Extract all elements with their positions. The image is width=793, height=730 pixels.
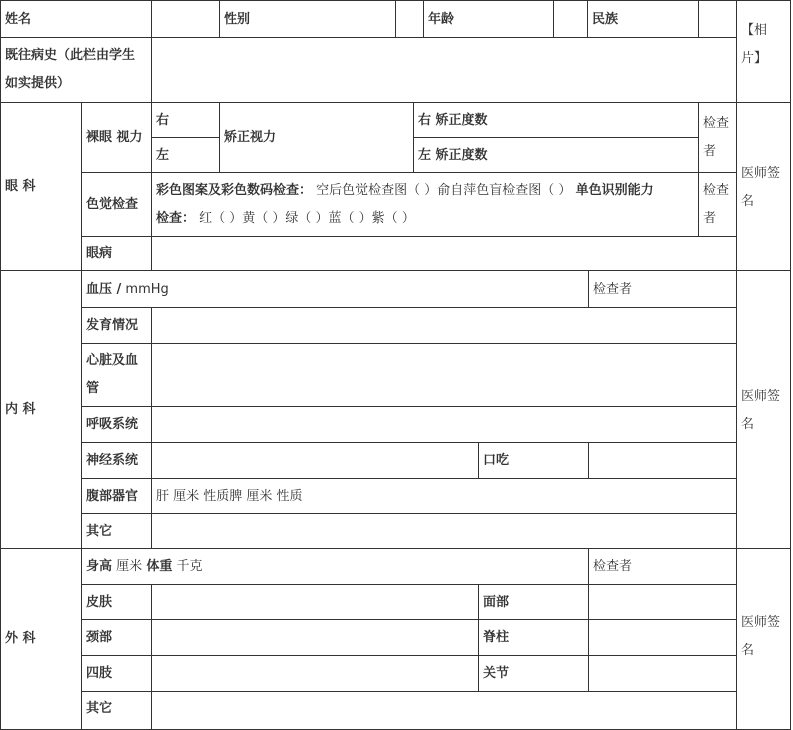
skin-field[interactable] [152, 585, 479, 620]
color-vision-label: 色觉检查 [82, 173, 152, 237]
naked-vision-label: 裸眼 视力 [82, 103, 152, 173]
stutter-field[interactable] [589, 443, 737, 479]
blood-pressure-label: 血压 / [86, 282, 122, 297]
color-test-single-title: 单色识别能力 [575, 183, 654, 198]
right-corrected-degree: 右 矫正度数 [414, 103, 699, 138]
eye-doctor-signature: 医师签名 [737, 103, 791, 271]
neck-field[interactable] [152, 620, 479, 656]
internal-doctor-signature: 医师签名 [737, 271, 791, 549]
age-field[interactable] [554, 0, 588, 38]
neck-label: 颈部 [82, 620, 152, 656]
left-corrected-degree: 左 矫正度数 [414, 138, 699, 173]
weight-label: 体重 [146, 559, 173, 574]
surgery-other-field[interactable] [152, 692, 737, 730]
history-field[interactable] [152, 38, 737, 103]
respiratory-field[interactable] [152, 407, 737, 443]
development-label: 发育情况 [82, 308, 152, 344]
internal-section-label: 内 科 [0, 271, 82, 549]
joints-label: 关节 [479, 656, 589, 692]
internal-examiner: 检查者 [589, 271, 737, 308]
limbs-field[interactable] [152, 656, 479, 692]
blood-pressure-row [82, 271, 589, 308]
height-weight-row [82, 549, 589, 585]
skin-label: 皮肤 [82, 585, 152, 620]
blood-pressure-unit: mmHg [125, 282, 169, 297]
gender-field[interactable] [396, 0, 424, 38]
color-test-line1-title: 彩色图案及彩色数码检查： [156, 183, 313, 198]
spine-label: 脊柱 [479, 620, 589, 656]
color-test-line2-title: 检查： [156, 211, 196, 226]
respiratory-label: 呼吸系统 [82, 407, 152, 443]
eye-disease-label: 眼病 [82, 237, 152, 271]
ethnicity-field[interactable] [699, 0, 737, 38]
cardio-field[interactable] [152, 344, 737, 407]
age-label: 年龄 [424, 0, 554, 38]
nervous-field[interactable] [152, 443, 479, 479]
color-test-line1-text: 空后色觉检查图（ ）俞自萍色盲检查图（ ） [316, 183, 572, 198]
name-label: 姓名 [0, 0, 152, 38]
name-field[interactable] [152, 0, 220, 38]
naked-vision-right: 右 [152, 103, 220, 138]
internal-other-label: 其它 [82, 514, 152, 549]
development-field[interactable] [152, 308, 737, 344]
limbs-label: 四肢 [82, 656, 152, 692]
internal-other-field[interactable] [152, 514, 737, 549]
face-label: 面部 [479, 585, 589, 620]
nervous-label: 神经系统 [82, 443, 152, 479]
cardio-label: 心脏及血管 [82, 344, 152, 407]
surgery-other-label: 其它 [82, 692, 152, 730]
corrected-vision-label: 矫正视力 [220, 103, 414, 173]
eye-disease-field[interactable] [152, 237, 737, 271]
surgery-doctor-signature: 医师签名 [737, 549, 791, 730]
weight-unit: 千克 [176, 559, 203, 574]
surgery-section-label: 外 科 [0, 549, 82, 730]
ethnicity-label: 民族 [588, 0, 699, 38]
photo-box: 【相片】 [737, 0, 791, 103]
height-unit: 厘米 [116, 559, 143, 574]
color-vision-tests [152, 173, 699, 237]
stutter-label: 口吃 [479, 443, 589, 479]
joints-field[interactable] [589, 656, 737, 692]
abdominal-label: 腹部器官 [82, 479, 152, 514]
spine-field[interactable] [589, 620, 737, 656]
surgery-examiner: 检查者 [589, 549, 737, 585]
face-field[interactable] [589, 585, 737, 620]
abdominal-field[interactable]: 肝 厘米 性质脾 厘米 性质 [152, 479, 737, 514]
eye-section-label: 眼 科 [0, 103, 82, 271]
height-label: 身高 [86, 559, 113, 574]
gender-label: 性别 [220, 0, 396, 38]
eye-examiner-1: 检查者 [699, 103, 737, 173]
history-label: 既往病史（此栏由学生如实提供） [0, 38, 152, 103]
eye-examiner-2: 检查者 [699, 173, 737, 237]
naked-vision-left: 左 [152, 138, 220, 173]
color-test-line2-text: 红（ ）黄（ ）绿（ ）蓝（ ）紫（ ） [199, 211, 415, 226]
